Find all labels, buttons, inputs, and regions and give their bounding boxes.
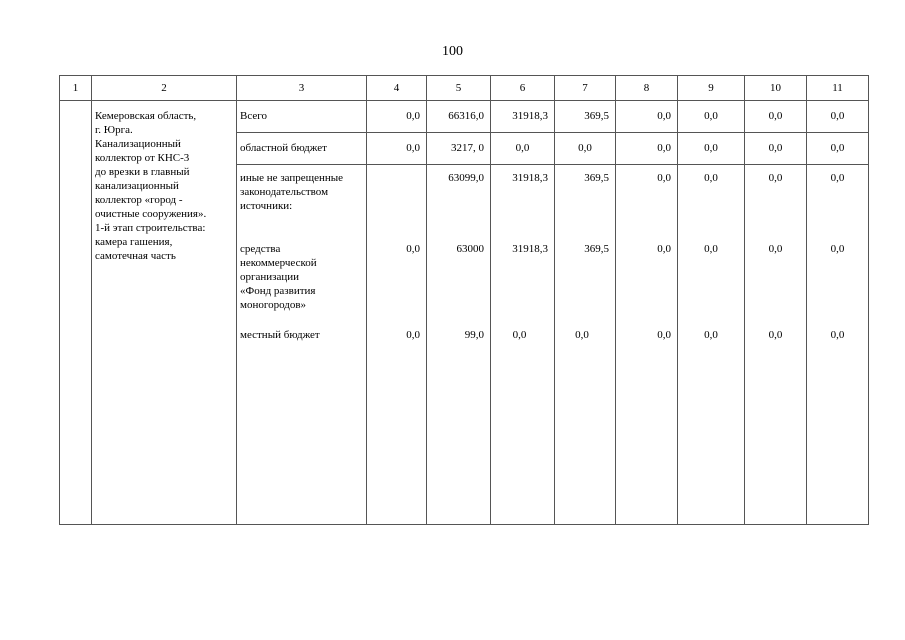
header-col-4: 4 xyxy=(367,76,427,101)
value-cell: 0,0 xyxy=(512,329,527,341)
header-col-3: 3 xyxy=(237,76,367,101)
value-cell: 0,0 xyxy=(768,329,783,341)
header-col-2: 2 xyxy=(92,76,237,101)
value-cell: 0,0 xyxy=(657,172,671,184)
value-cell: 0,0 xyxy=(367,133,427,165)
table-header xyxy=(60,76,869,101)
description-line: Канализационный xyxy=(95,138,181,150)
value-cell: 0,0 xyxy=(678,133,745,165)
col-4-values xyxy=(367,165,427,525)
value-cell: 0,0 xyxy=(657,329,671,341)
description-line: Кемеровская область, xyxy=(95,110,197,122)
value-cell: 31918,3 xyxy=(512,172,548,184)
col-5-values xyxy=(427,165,491,525)
value-cell: 0,0 xyxy=(745,101,807,133)
value-cell: 0,0 xyxy=(745,133,807,165)
value-cell: 0,0 xyxy=(830,172,845,184)
value-cell: 0,0 xyxy=(704,243,718,255)
description-line: канализационный xyxy=(95,180,179,192)
source-line: моногородов» xyxy=(240,299,307,311)
header-col-5: 5 xyxy=(427,76,491,101)
col-9-values xyxy=(678,165,745,525)
value-cell: 0,0 xyxy=(830,329,845,341)
col-11-values xyxy=(807,165,869,525)
source-block-other xyxy=(240,171,363,213)
value-cell: 0,0 xyxy=(657,243,671,255)
value-cell: 0,0 xyxy=(678,101,745,133)
source-line: средства xyxy=(240,243,281,255)
value-cell: 31918,3 xyxy=(512,243,548,255)
header-col-11: 11 xyxy=(807,76,869,101)
value-cell: 0,0 xyxy=(704,329,718,341)
description-line: коллектор от КНС-3 xyxy=(95,152,190,164)
col-8-values xyxy=(616,165,678,525)
value-cell: 3217, 0 xyxy=(427,133,491,165)
value-cell: 0,0 xyxy=(704,172,718,184)
value-cell: 369,5 xyxy=(555,101,616,133)
value-cell: 0,0 xyxy=(367,101,427,133)
value-cell: 0,0 xyxy=(807,101,869,133)
page-number: 100 xyxy=(442,44,463,59)
description-line: камера гашения, xyxy=(95,236,173,248)
value-cell: 0,0 xyxy=(575,329,589,341)
source-line: источники: xyxy=(240,200,293,212)
source-block-fund xyxy=(240,242,363,312)
value-cell: 0,0 xyxy=(616,133,678,165)
value-cell: 0,0 xyxy=(406,329,420,341)
project-description xyxy=(92,101,237,525)
description-line: до врезки в главный xyxy=(95,166,190,178)
col-7-values xyxy=(555,165,616,525)
value-cell: 369,5 xyxy=(584,243,609,255)
header-col-10: 10 xyxy=(745,76,807,101)
value-cell: 0,0 xyxy=(555,133,616,165)
header-row xyxy=(60,76,869,101)
value-cell: 31918,3 xyxy=(491,101,555,133)
value-cell: 0,0 xyxy=(491,133,555,165)
col-6-values xyxy=(491,165,555,525)
value-cell: 0,0 xyxy=(616,101,678,133)
value-cell: 0,0 xyxy=(406,243,420,255)
header-col-7: 7 xyxy=(555,76,616,101)
header-col-1: 1 xyxy=(60,76,92,101)
value-cell: 0,0 xyxy=(830,243,845,255)
source-line: «Фонд развития xyxy=(240,285,316,297)
source-line: местный бюджет xyxy=(240,329,320,341)
value-cell: 66316,0 xyxy=(427,101,491,133)
value-cell: 0,0 xyxy=(768,172,783,184)
source-line: иные не запрещенные xyxy=(240,172,344,184)
value-cell: 63000 xyxy=(456,243,484,255)
col-10-values xyxy=(745,165,807,525)
funding-source-regional: областной бюджет xyxy=(237,133,367,165)
funding-source-other xyxy=(237,165,367,525)
header-col-9: 9 xyxy=(678,76,745,101)
value-cell: 0,0 xyxy=(807,133,869,165)
funding-source-total: Всего xyxy=(237,101,367,133)
description-line: самотечная часть xyxy=(95,250,176,262)
table-body xyxy=(60,101,869,525)
header-col-6: 6 xyxy=(491,76,555,101)
description-line: коллектор «город - xyxy=(95,194,183,206)
source-line: законодательством xyxy=(240,186,329,198)
budget-table xyxy=(59,75,869,525)
header-col-8: 8 xyxy=(616,76,678,101)
description-line: 1-й этап строительства: xyxy=(95,222,206,234)
table-row-total xyxy=(60,101,869,133)
source-line: некоммерческой xyxy=(240,257,317,269)
row-number-cell xyxy=(60,101,92,525)
description-line: очистные сооружения». xyxy=(95,208,207,220)
value-cell: 369,5 xyxy=(584,172,609,184)
description-line: г. Юрга. xyxy=(95,124,133,136)
source-line: организации xyxy=(240,271,300,283)
value-cell: 63099,0 xyxy=(448,172,484,184)
source-block-local xyxy=(240,328,363,342)
value-cell: 0,0 xyxy=(768,243,783,255)
value-cell: 99,0 xyxy=(464,329,484,341)
